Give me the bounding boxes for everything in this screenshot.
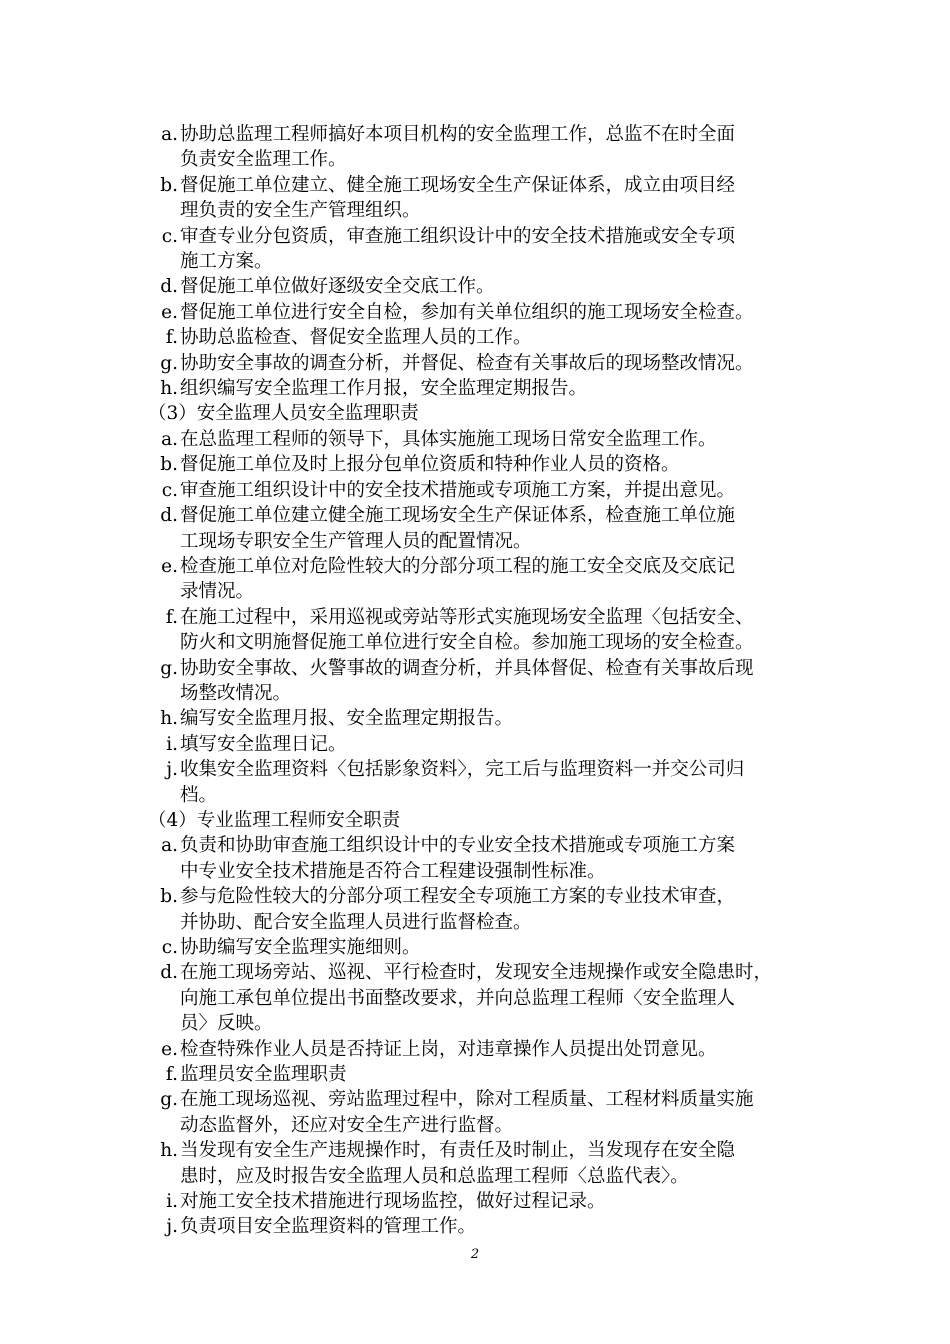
list-item-label: c.: [161, 479, 178, 501]
list-item-text: 在总监理工程师的领导下，具体实施施工现场日常安全监理工作。: [180, 428, 717, 450]
list-item-label: e.: [161, 1038, 178, 1060]
list-item: [154, 656, 874, 707]
list-item: [154, 935, 874, 960]
page-number: 2: [470, 1247, 480, 1262]
list-item-text: 负责项目安全监理资料的管理工作。: [180, 1216, 477, 1238]
list-item: [154, 833, 874, 884]
list-item-label: i.: [166, 733, 178, 755]
list-item: [154, 1189, 874, 1214]
list-item-label: d.: [160, 505, 178, 527]
list-item-text: 督促施工单位做好逐级安全交底工作。: [180, 276, 495, 298]
list-item-label: g.: [160, 657, 178, 679]
list-item-label: c.: [161, 937, 178, 958]
list-item: [154, 351, 874, 376]
document-body: [148, 122, 874, 1240]
list-item-label: a.: [161, 124, 178, 145]
list-item: [154, 1037, 874, 1062]
list-item-text: 审查专业分包资质，审查施工组织设计中的安全技术措施或安全专项 施工方案。: [180, 225, 736, 273]
list-item: [154, 1138, 874, 1189]
list-item-text: 协助总监检查、督促安全监理人员的工作。: [180, 327, 532, 349]
list-item-text: 组织编写安全监理工作月报，安全监理定期报告。: [180, 378, 588, 400]
list-item: [154, 1062, 874, 1087]
list-item-label: h.: [160, 1140, 178, 1162]
list-item-text: 在施工现场巡视、旁站监理过程中，除对工程质量、工程材料质量实施 动态监督外，还应对安全生产进行监督。: [180, 1089, 754, 1136]
list-item-label: g.: [160, 1089, 178, 1111]
list-item-text: 监理员安全监理职责: [180, 1064, 347, 1086]
list-item: [154, 376, 874, 401]
list-item-label: e.: [161, 301, 178, 323]
list-item-text: 当发现有安全生产违规操作时，有责任及时制止，当发现存在安全隐 患时，应及时报告安全监理人员和总监理工程师〈总监代表〉。: [180, 1140, 736, 1187]
list-item: [154, 1214, 874, 1239]
list-item-label: c.: [161, 225, 178, 247]
list-item-text: 督促施工单位建立、健全施工现场安全生产保证体系，成立由项目经 理负责的安全生产管理组织。: [180, 174, 736, 222]
list-item-label: b.: [160, 454, 178, 476]
list-item-text: 编写安全监理月报、安全监理定期报告。: [180, 708, 514, 730]
list-item-text: 填写安全监理日记。: [180, 733, 347, 755]
list-item-label: d.: [160, 962, 178, 984]
list-item-label: a.: [161, 835, 178, 857]
list-item-text: 协助编写安全监理实施细则。: [180, 937, 421, 958]
list-item-text: 在施工现场旁站、巡视、平行检查时，发现安全违规操作或安全隐患时， 向施工承包单位提出书面整改要求，并向总监理工程师〈安全监理人 员〉反映。: [180, 962, 773, 1035]
list-item: [154, 173, 874, 224]
list-item: [154, 757, 874, 808]
list-item-label: f.: [165, 1064, 178, 1086]
list-item-text: 在施工过程中，采用巡视或旁站等形式实施现场安全监理〈包括安全、 防火和文明施督促施工单位进行安全自检。参加施工现场的安全检查。: [180, 606, 754, 654]
list-item-text: 对施工安全技术措施进行现场监控，做好过程记录。: [180, 1191, 606, 1213]
list-item: [154, 732, 874, 757]
list-item-label: j.: [166, 1216, 178, 1238]
list-item-label: a.: [161, 428, 178, 450]
list-item-label: i.: [166, 1191, 178, 1213]
list-item-text: 检查特殊作业人员是否持证上岗，对违章操作人员提出处罚意见。: [180, 1038, 717, 1060]
list-item-label: h.: [160, 708, 178, 730]
list-item-label: h.: [160, 378, 178, 400]
list-item-label: j.: [166, 759, 178, 781]
list-item-text: 协助总监理工程师搞好本项目机构的安全监理工作，总监不在时全面 负责安全监理工作。: [180, 124, 736, 171]
list-item-text: 协助安全事故的调查分析，并督促、检查有关事故后的现场整改情况。: [180, 352, 754, 374]
list-item-text: 督促施工单位及时上报分包单位资质和特种作业人员的资格。: [180, 454, 680, 476]
list-item: [154, 706, 874, 731]
list-item-label: f.: [165, 606, 178, 628]
list-item-label: e.: [161, 555, 178, 577]
list-item: [154, 960, 874, 1036]
list-item: [154, 884, 874, 935]
list-item-label: f.: [165, 327, 178, 349]
list-item: [154, 274, 874, 299]
list-item: [154, 122, 874, 173]
list-item-text: 收集安全监理资料〈包括影象资料〉，完工后与监理资料一并交公司归 档。: [180, 759, 745, 806]
list-item: [154, 605, 874, 656]
list-item-text: 参与危险性较大的分部分项工程安全专项施工方案的专业技术审查， 并协助、配合安全监理人员进行监督检查。: [180, 886, 736, 933]
list-item: [154, 224, 874, 275]
list-item-text: 负责和协助审查施工组织设计中的专业安全技术措施或专项施工方案 中专业安全技术措施是否符合工程建设强制性标准。: [180, 835, 736, 882]
section-heading: （4）专业监理工程师安全职责: [148, 809, 401, 831]
list-item-label: b.: [160, 174, 178, 196]
list-item: [154, 427, 874, 452]
list-item: [154, 452, 874, 477]
list-item-text: 审查施工组织设计中的安全技术措施或专项施工方案，并提出意见。: [180, 479, 736, 501]
section-heading: （3）安全监理人员安全监理职责: [148, 403, 419, 425]
list-item: [154, 554, 874, 605]
list-item-label: g.: [160, 352, 178, 374]
list-item-label: b.: [160, 886, 178, 908]
list-item: [154, 1087, 874, 1138]
list-item: [154, 300, 874, 325]
list-item: [154, 503, 874, 554]
list-item: [154, 325, 874, 350]
list-item-text: 检查施工单位对危险性较大的分部分项工程的施工安全交底及交底记 录情况。: [180, 555, 736, 603]
list-item-text: 督促施工单位建立健全施工现场安全生产保证体系，检查施工单位施 工现场专职安全生产管理人员的配置情况。: [180, 505, 736, 552]
list-item-label: d.: [160, 276, 178, 298]
list-item: [154, 478, 874, 503]
list-item-text: 协助安全事故、火警事故的调查分析，并具体督促、检查有关事故后现 场整改情况。: [180, 657, 754, 704]
list-item-text: 督促施工单位进行安全自检，参加有关单位组织的施工现场安全检查。: [180, 301, 754, 323]
